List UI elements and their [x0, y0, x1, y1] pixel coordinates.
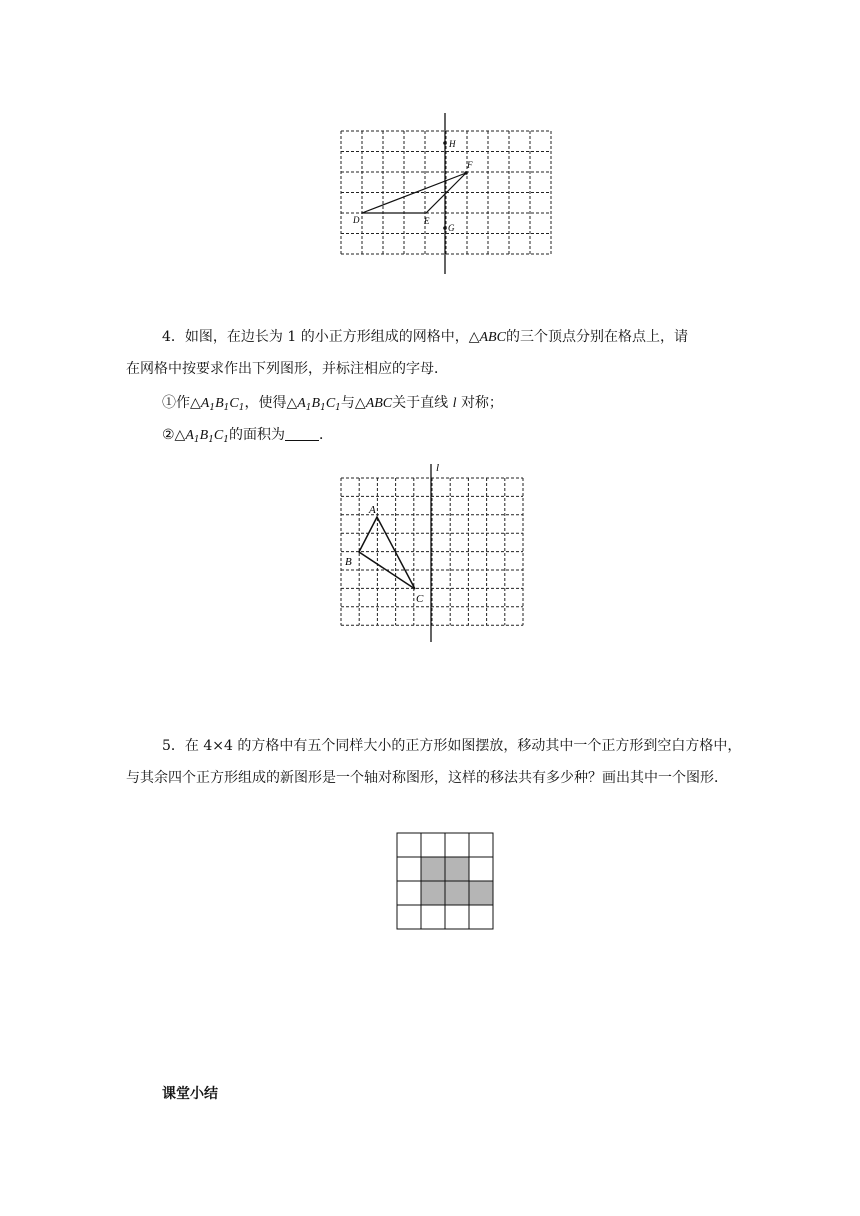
empty-cell	[397, 881, 421, 905]
figure-3-grid	[396, 832, 496, 932]
dashed-grid	[341, 478, 523, 625]
empty-cell	[397, 905, 421, 929]
empty-cell	[469, 857, 493, 881]
shaded-cell	[469, 881, 493, 905]
label-c: C	[416, 593, 424, 605]
label-b: B	[345, 556, 352, 568]
shaded-cell	[421, 857, 445, 881]
label-a: A	[369, 504, 376, 516]
problem4-item2: $②\triangle A_1B_1C_1$的面积为 ．	[162, 427, 333, 445]
figure-2-grid	[335, 458, 535, 646]
figure-1-grid	[335, 110, 555, 280]
answer-blank[interactable]	[285, 426, 319, 441]
problem4-item1: ①作$\triangle A_1B_1C_1$，使得$\triangle A_1B_1C_1$与△ABC关于直线 l 对称；	[162, 395, 503, 413]
problem5-text: 5．在 4×4 的方格中有五个同样大小的正方形如图摆放，移动其中一个正方形到空白方格中，与其余四个正方形组成的新图形是一个轴对称图形，这样的移法共有多少种？画出其中一个图形．	[126, 738, 742, 786]
label-d: D	[353, 215, 360, 225]
problem4-line1: 4．如图，在边长为 1 的小正方形组成的网格中，△ABC的三个顶点分别在格点上，请	[162, 329, 688, 345]
label-h: H	[449, 139, 456, 149]
label-g: G	[448, 223, 455, 233]
empty-cell	[445, 905, 469, 929]
empty-cell	[469, 833, 493, 857]
section-heading-summary: 课堂小结	[162, 1086, 218, 1102]
label-e: E	[424, 216, 430, 226]
shaded-cell	[445, 881, 469, 905]
shaded-cell	[421, 881, 445, 905]
shaded-cell	[445, 857, 469, 881]
label-f: F	[467, 160, 473, 170]
empty-cell	[397, 833, 421, 857]
triangle-abc	[359, 517, 415, 589]
label-l: l	[436, 462, 440, 474]
empty-cell	[397, 857, 421, 881]
problem4-line2: 在网格中按要求作出下列图形，并标注相应的字母．	[126, 361, 448, 377]
point-h	[443, 141, 447, 145]
empty-cell	[469, 905, 493, 929]
empty-cell	[421, 905, 445, 929]
point-g	[443, 226, 447, 230]
empty-cell	[445, 833, 469, 857]
point-f	[464, 171, 468, 175]
empty-cell	[421, 833, 445, 857]
